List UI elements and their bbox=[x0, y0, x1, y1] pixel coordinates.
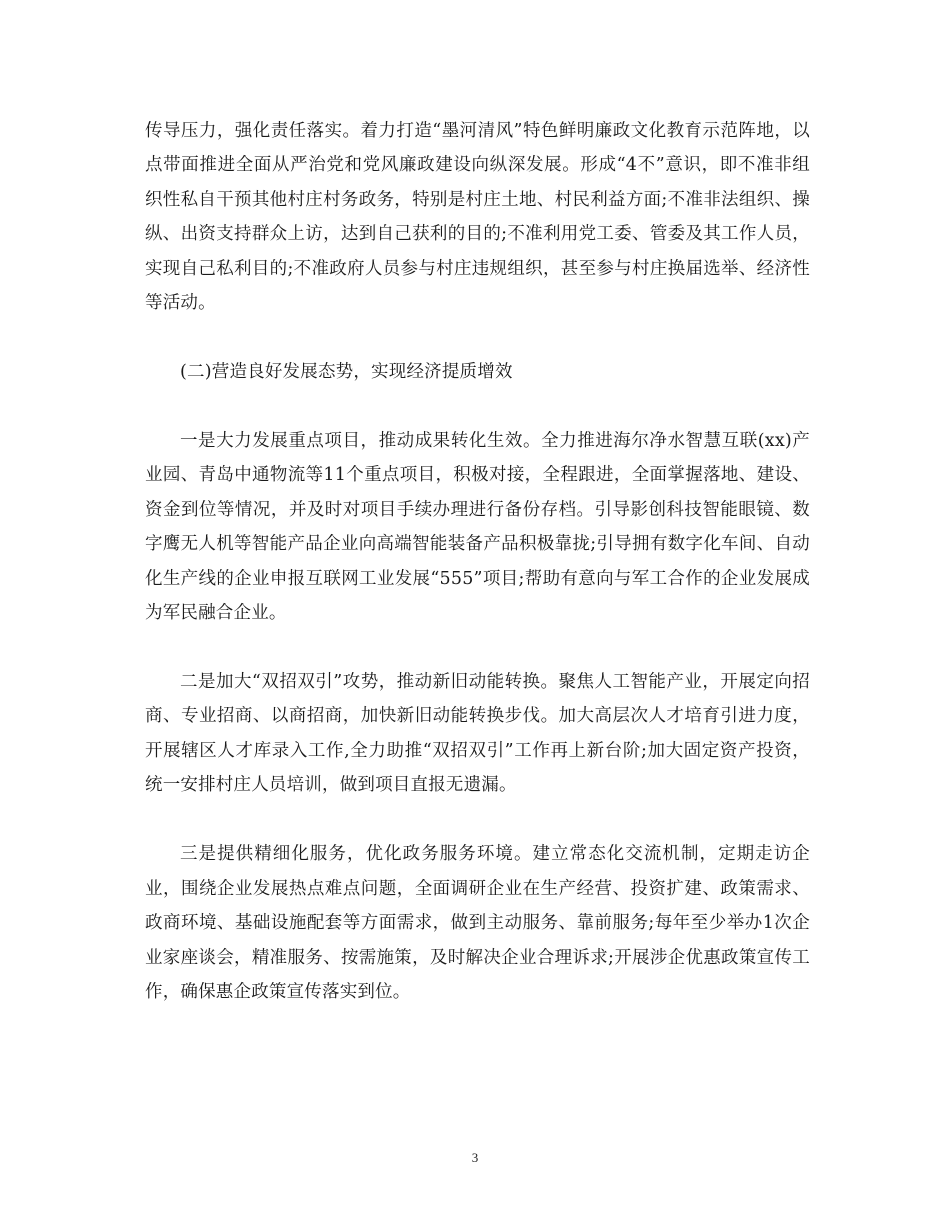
paragraph-gap bbox=[145, 630, 810, 665]
section-heading: (二)营造良好发展态势，实现经济提质增效 bbox=[180, 362, 513, 383]
paragraph-gap bbox=[145, 803, 810, 838]
page-number: 3 bbox=[471, 1150, 479, 1165]
paragraph-gap bbox=[145, 320, 810, 355]
paragraph-continuation: 传导压力，强化责任落实。着力打造“墨河清风”特色鲜明廉政文化教育示范阵地，以点带面推进全面从严治党和党风廉政建设向纵深发展。形成“4不”意识，即不准非组织性私自干预其他村庄村务政务，特别是村庄土地、村民利益方面;不准非法组织、操纵、出资支持群众上访，达到自己获利的目的;不准利用党工委、管委及其工作人员，实现自己私利目的;不准政府人员参与村庄违规组织，甚至参与村庄换届选举、经济性等活动。 bbox=[145, 121, 810, 314]
document-body bbox=[145, 114, 810, 1009]
paragraph-services: 三是提供精细化服务，优化政务服务环境。建立常态化交流机制，定期走访企业，围绕企业发展热点难点问题，全面调研企业在生产经营、投资扩建、政策需求、政商环境、基础设施配套等方面需求，做到主动服务、靠前服务;每年至少举办1次企业家座谈会，精准服务、按需施策，及时解决企业合理诉求;开展涉企优惠政策宣传工作，确保惠企政策宣传落实到位。 bbox=[145, 844, 810, 1002]
paragraph-investment: 二是加大“双招双引”攻势，推动新旧动能转换。聚焦人工智能产业，开展定向招商、专业招商、以商招商，加快新旧动能转换步伐。加大高层次人才培育引进力度，开展辖区人才库录入工作,全力助推“双招双引”工作再上新台阶;加大固定资产投资，统一安排村庄人员培训，做到项目直报无遗漏。 bbox=[145, 672, 810, 796]
paragraph-key-projects: 一是大力发展重点项目，推动成果转化生效。全力推进海尔净水智慧互联(xx)产业园、青岛中通物流等11个重点项目，积极对接，全程跟进，全面掌握落地、建设、资金到位等情况，并及时对项目手续办理进行备份存档。引导影创科技智能眼镜、数字鹰无人机等智能产品企业向高端智能装备产品积极靠拢;引导拥有数字化车间、自动化生产线的企业申报互联网工业发展“555”项目;帮助有意向与军工合作的企业发展成为军民融合企业。 bbox=[145, 431, 810, 624]
paragraph-gap bbox=[145, 389, 810, 424]
